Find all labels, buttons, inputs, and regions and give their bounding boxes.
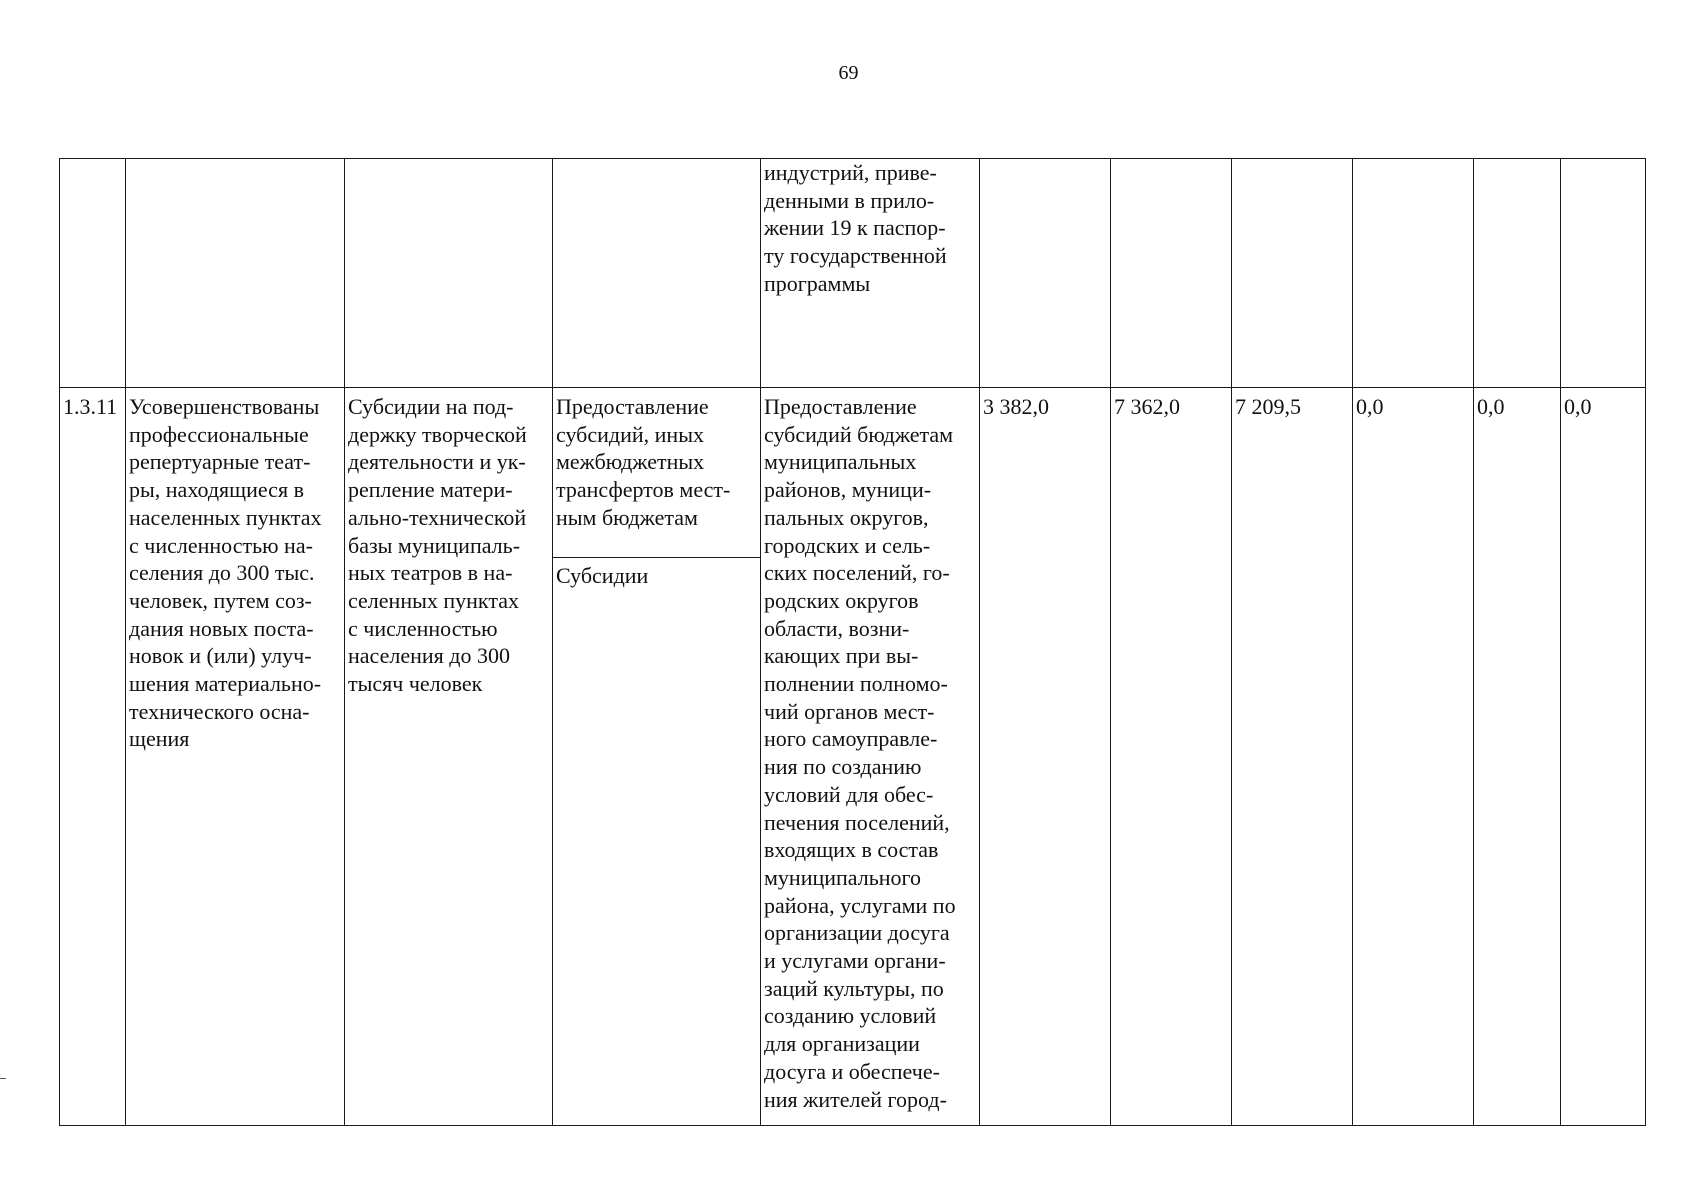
item-value-3: 7 209,5 <box>1232 388 1353 1126</box>
table-row-1-3-11 <box>60 388 1646 1126</box>
item-value-6: 0,0 <box>1561 388 1646 1126</box>
item-description: Предоставление субсидий бюджетам муниципальных районов, муници- пальных округов, городских и сель- ских поселений, го- родских округов области, возни- кающих при вы- полнении полномо- чий органов мест- ного самоуправле- ния по созданию условий для обес- печения поселений, входящих в состав муниципального района, услугами по организации досуга и услугами органи- заций культуры, по созданию условий для организации досуга и обеспече- ния жителей город- <box>761 388 980 1126</box>
cell-value-6 <box>1561 159 1646 388</box>
cell-value-4 <box>1353 159 1474 388</box>
cell-value-2 <box>1111 159 1232 388</box>
cell-description-continuation: индустрий, приве- денными в прило- жении 19 к паспор- ту государственной программы <box>761 159 980 388</box>
cell-number <box>60 159 126 388</box>
cell-value-1 <box>980 159 1111 388</box>
page-number: 69 <box>838 62 859 84</box>
item-value-5: 0,0 <box>1474 388 1561 1126</box>
item-type-cell <box>553 388 761 1126</box>
cell-measure <box>345 159 553 388</box>
item-type-primary: Предоставление субсидий, иных межбюджетных трансфертов мест- ным бюджетам <box>553 388 760 558</box>
margin-tick-mark <box>0 1078 6 1079</box>
item-number: 1.3.11 <box>60 388 126 1126</box>
item-value-1: 3 382,0 <box>980 388 1111 1126</box>
item-value-2: 7 362,0 <box>1111 388 1232 1126</box>
table-row-continuation <box>60 159 1646 388</box>
cell-value-5 <box>1474 159 1561 388</box>
cell-type <box>553 159 761 388</box>
item-value-4: 0,0 <box>1353 388 1474 1126</box>
item-result: Усовершенствованы профессиональные репертуарные теат- ры, находящиеся в населенных пунктах с численностью на- селения до 300 тыс. человек, путем соз- дания новых поста- новок и (или) улуч- шения материально- технического осна- щения <box>126 388 345 1126</box>
program-table <box>59 158 1646 1126</box>
item-measure: Субсидии на под- держку творческой деятельности и ук- репление матери- ально-технической базы муниципаль- ных театров в на- селенных пунктах с численностью населения до 300 тысяч человек <box>345 388 553 1126</box>
cell-value-3 <box>1232 159 1353 388</box>
item-type-secondary: Субсидии <box>556 563 649 588</box>
cell-result <box>126 159 345 388</box>
